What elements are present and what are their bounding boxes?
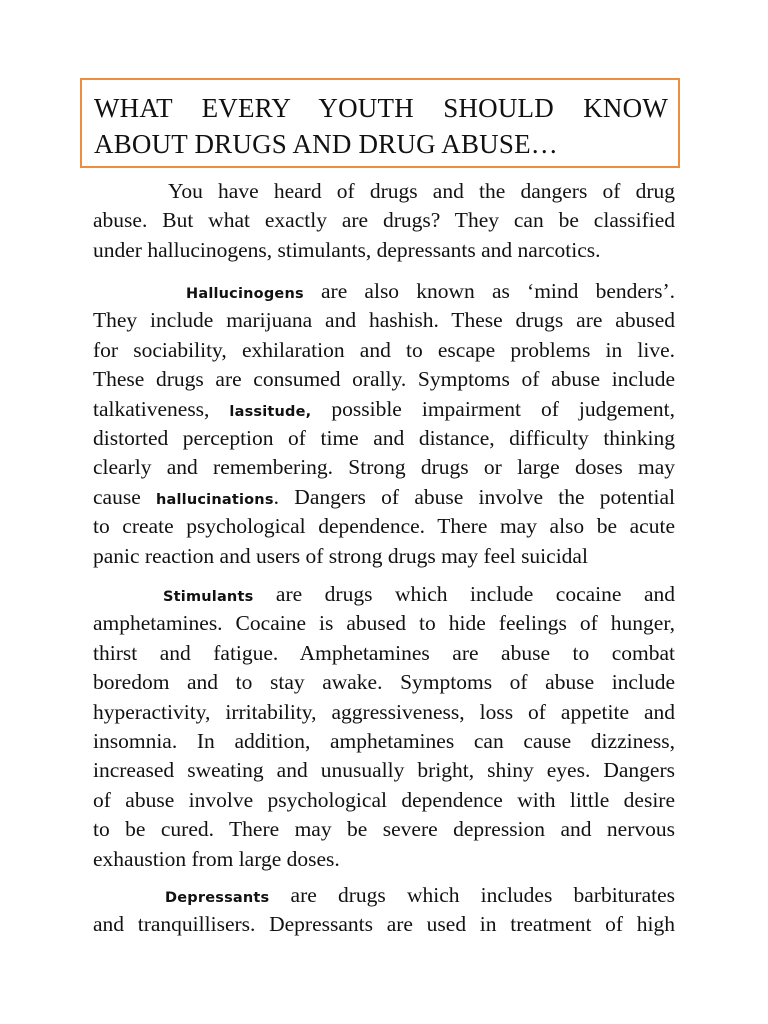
title-box <box>80 78 680 168</box>
text-run: hyperactivity, irritability, aggressiveness, loss of appetite and <box>93 699 675 724</box>
text-run: under hallucinogens, stimulants, depressants and narcotics. <box>93 237 601 262</box>
text-line <box>93 453 675 482</box>
text-run: They include marijuana and hashish. These drugs are abused <box>93 308 675 333</box>
text-run: cause <box>93 484 156 509</box>
text-run: distorted perception of time and distance, difficulty thinking <box>93 425 675 450</box>
text-line <box>93 609 675 638</box>
keyword-term: hallucinations <box>156 491 274 508</box>
text-run: . Dangers of abuse involve the potential <box>273 484 675 509</box>
text-line <box>93 395 675 424</box>
paragraph <box>93 277 675 571</box>
paragraph <box>93 881 675 940</box>
text-run: are drugs which includes barbiturates <box>269 883 675 907</box>
keyword-term: lassitude, <box>229 403 312 420</box>
text-line <box>93 306 675 335</box>
text-run: These drugs are consumed orally. Symptoms of abuse include <box>93 367 675 392</box>
text-line <box>93 815 675 844</box>
text-run: clearly and remembering. Strong drugs or large doses may <box>93 455 675 480</box>
text-run: to create psychological dependence. There may also be acute <box>93 514 675 539</box>
text-line <box>93 639 675 668</box>
text-run: and tranquillisers. Depressants are used in treatment of high <box>93 912 675 937</box>
text-line <box>93 542 675 571</box>
text-run: possible impairment of judgement, <box>311 396 675 421</box>
text-line <box>93 206 675 235</box>
paragraph <box>93 177 675 265</box>
text-run: amphetamines. Cocaine is abused to hide feelings of hunger, <box>93 611 675 636</box>
title-line: ABOUT DRUGS AND DRUG ABUSE… <box>94 129 558 159</box>
text-run: talkativeness, <box>93 396 230 421</box>
text-line <box>93 910 675 939</box>
text-run: for sociability, exhilaration and to escape problems in live. <box>93 337 675 362</box>
title-line: WHAT EVERY YOUTH SHOULD KNOW <box>94 93 668 123</box>
text-run: insomnia. In addition, amphetamines can cause dizziness, <box>93 728 675 753</box>
text-line <box>93 881 675 910</box>
text-line <box>93 845 675 874</box>
text-run: are drugs which include cocaine and <box>253 582 675 606</box>
text-run: panic reaction and users of strong drugs may feel suicidal <box>93 543 588 568</box>
text-run: to be cured. There may be severe depression and nervous <box>93 817 675 842</box>
text-line <box>93 580 675 609</box>
text-line <box>93 365 675 394</box>
text-line <box>93 512 675 541</box>
keyword-term: Stimulants <box>163 589 254 605</box>
text-run: abuse. But what exactly are drugs? They can be classified <box>93 208 675 233</box>
text-run: increased sweating and unusually bright, shiny eyes. Dangers <box>93 758 675 783</box>
text-run: of abuse involve psychological dependence with little desire <box>93 787 675 812</box>
text-line <box>93 336 675 365</box>
text-line <box>93 727 675 756</box>
text-run: exhaustion from large doses. <box>93 846 340 871</box>
text-line <box>93 483 675 512</box>
text-line <box>93 698 675 727</box>
text-line <box>93 277 675 306</box>
text-line <box>93 424 675 453</box>
text-line <box>93 786 675 815</box>
paragraph <box>93 580 675 874</box>
text-line <box>93 668 675 697</box>
text-run: are also known as ‘mind benders’. <box>303 279 675 303</box>
text-line <box>93 756 675 785</box>
keyword-term: Hallucinogens <box>186 286 304 302</box>
text-line <box>93 236 675 265</box>
text-run: boredom and to stay awake. Symptoms of abuse include <box>93 670 675 695</box>
text-line <box>93 177 675 206</box>
text-run: You have heard of drugs and the dangers of drug <box>168 179 675 203</box>
text-run: thirst and fatigue. Amphetamines are abuse to combat <box>93 640 675 665</box>
keyword-term: Depressants <box>165 890 270 906</box>
